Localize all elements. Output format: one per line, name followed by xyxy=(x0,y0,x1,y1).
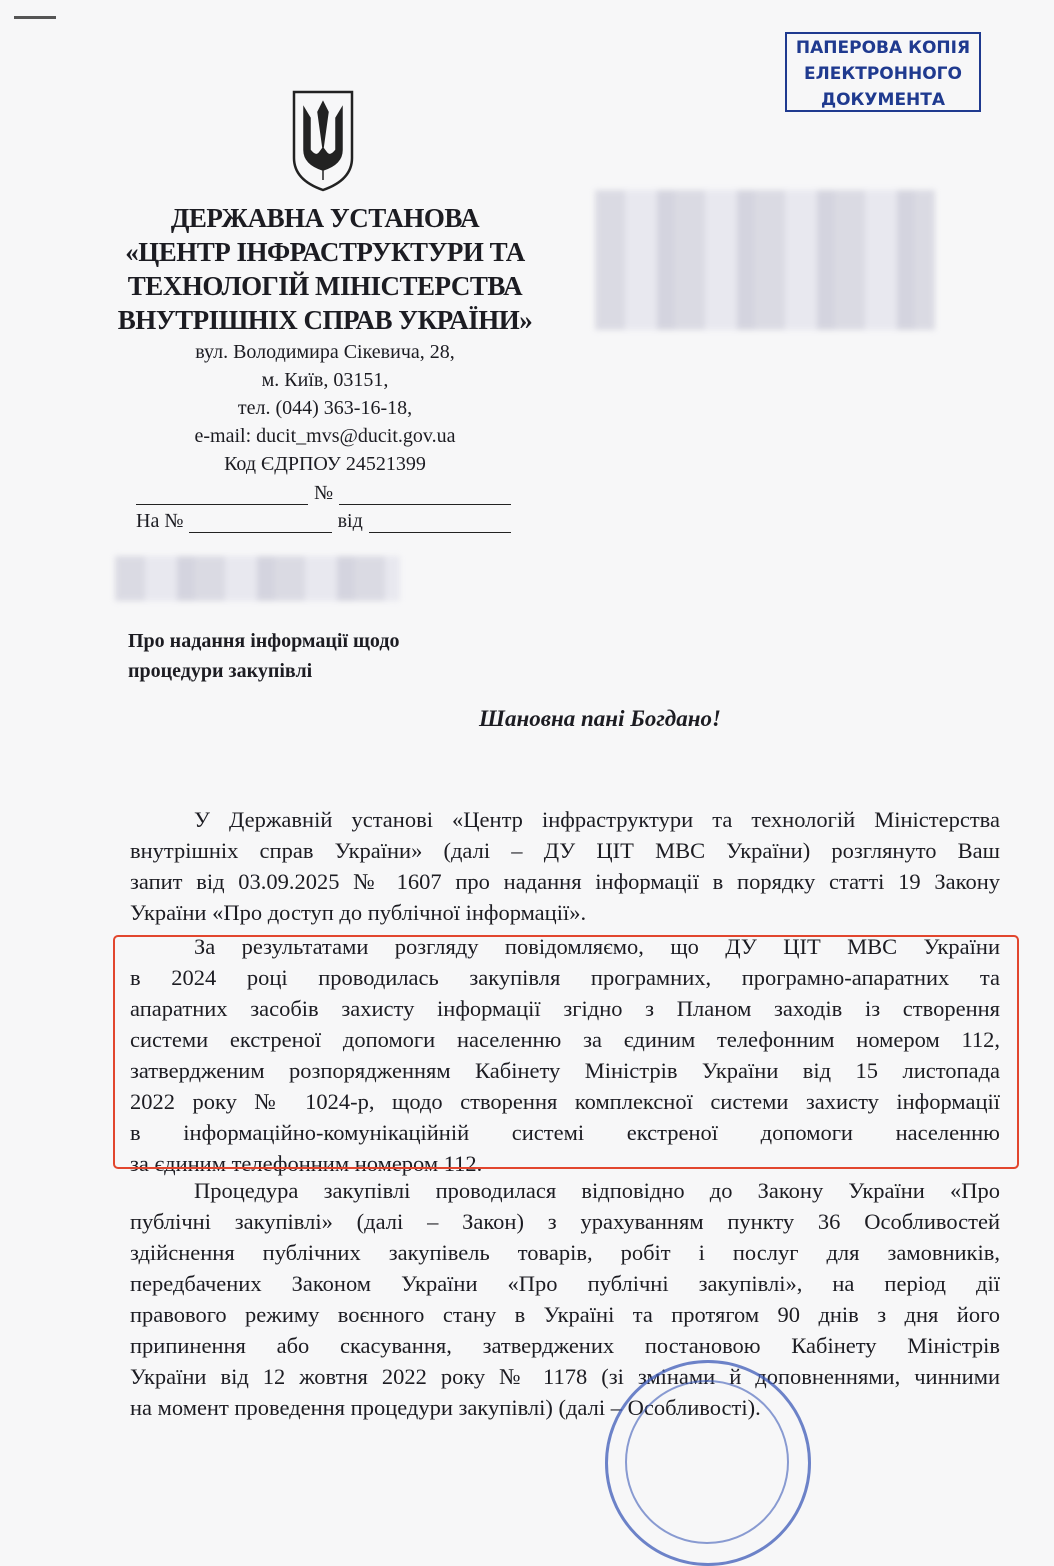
trident-emblem-icon xyxy=(290,88,356,192)
reference-number-row xyxy=(136,510,511,533)
paper-copy-stamp xyxy=(785,32,981,112)
ref-blank xyxy=(189,514,331,533)
highlight-box xyxy=(113,935,1019,1169)
text-line: України від 12 жовтня 2022 року № 1178 (зі змінами й доповненнями, чинними xyxy=(130,1364,1000,1389)
org-line: «ЦЕНТР ІНФРАСТРУКТУРИ ТА xyxy=(125,237,525,267)
text-line: У Державній установі «Центр інфраструктури та технологій Міністерства xyxy=(194,807,1000,832)
text-line: затвердженим розпорядженням Кабінету Міністрів України від 15 листопада xyxy=(130,1058,1000,1083)
greeting: Шановна пані Богдано! xyxy=(479,706,721,731)
subject-line: Про надання інформації щодо xyxy=(128,630,400,652)
text-line: передбачених Законом України «Про публічні закупівлі», на період дії xyxy=(130,1271,1000,1296)
address-line: тел. (044) 363-16-18, xyxy=(237,397,413,419)
text-line: публічні закупівлі» (далі – Закон) з урахуванням пункту 36 Особливостей xyxy=(130,1209,1000,1234)
organization-address xyxy=(100,338,550,478)
ref-label: На № xyxy=(136,510,184,532)
text-line: в інформаційно-комунікаційній системі екстреної допомоги населенню xyxy=(130,1120,1000,1145)
text-line: правового режиму воєнного стану в Україні та протягом 90 днів з дня його xyxy=(130,1302,1000,1327)
stamp-line: ДОКУМЕНТА xyxy=(820,90,946,110)
text-line: 2022 року № 1024-р, щодо створення комплексної системи захисту інформації xyxy=(130,1089,1000,1114)
number-blank xyxy=(339,486,511,505)
text-line: за єдиним телефонним номером 112. xyxy=(130,1151,483,1176)
text-line: системи екстреної допомоги населенню за єдиним телефонним номером 112, xyxy=(130,1027,1000,1052)
subject-line: процедури закупівлі xyxy=(128,660,313,682)
outgoing-number-row xyxy=(136,482,511,505)
from-label: від xyxy=(337,510,363,532)
text-line: внутрішніх справ України» (далі – ДУ ЦІТ МВС України) розглянуто Ваш xyxy=(130,838,1000,863)
org-line: ТЕХНОЛОГІЙ МІНІСТЕРСТВА xyxy=(127,271,523,301)
number-label: № xyxy=(313,482,334,504)
text-line: на момент проведення процедури закупівлі) (далі – Особливості). xyxy=(130,1395,761,1420)
text-line: здійснення публічних закупівель товарів, робіт і послуг для замовників, xyxy=(130,1240,1000,1265)
official-seal-inner xyxy=(625,1380,789,1544)
text-line: запит від 03.09.2025 № 1607 про надання інформації в порядку статті 19 Закону xyxy=(130,869,1000,894)
stamp-line: ЕЛЕКТРОННОГО xyxy=(804,64,962,84)
letter-subject xyxy=(128,626,399,686)
redacted-recipient-name xyxy=(115,556,400,601)
org-line: ДЕРЖАВНА УСТАНОВА xyxy=(170,203,480,233)
date-blank xyxy=(136,486,308,505)
organization-name xyxy=(100,201,550,337)
text-line: України «Про доступ до публічної інформації». xyxy=(130,900,587,925)
address-line: e-mail: ducit_mvs@ducit.gov.ua xyxy=(194,425,456,447)
text-line: припинення або скасування, затверджених постановою Кабінету Міністрів xyxy=(130,1333,1000,1358)
org-line: ВНУТРІШНІХ СПРАВ УКРАЇНИ» xyxy=(117,305,533,335)
scan-mark xyxy=(14,16,56,19)
text-line: Процедура закупівлі проводилася відповідно до Закону України «Про xyxy=(194,1178,1000,1203)
text-line: апаратних засобів захисту інформації згідно з Планом заходів із створення xyxy=(130,996,1000,1021)
stamp-line: ПАПЕРОВА КОПІЯ xyxy=(795,38,971,58)
address-line: Код ЄДРПОУ 24521399 xyxy=(224,453,426,475)
paragraph-procedure xyxy=(130,1175,1000,1423)
address-line: вул. Володимира Сікевича, 28, xyxy=(195,341,455,363)
paragraph-request xyxy=(130,804,1000,928)
from-blank xyxy=(369,514,511,533)
text-line: За результатами розгляду повідомляємо, що ДУ ЦІТ МВС України xyxy=(194,934,1000,959)
address-line: м. Київ, 03151, xyxy=(261,369,389,391)
text-line: в 2024 році проводилась закупівля програмних, програмно-апаратних та xyxy=(130,965,1000,990)
redacted-recipient xyxy=(595,190,935,330)
